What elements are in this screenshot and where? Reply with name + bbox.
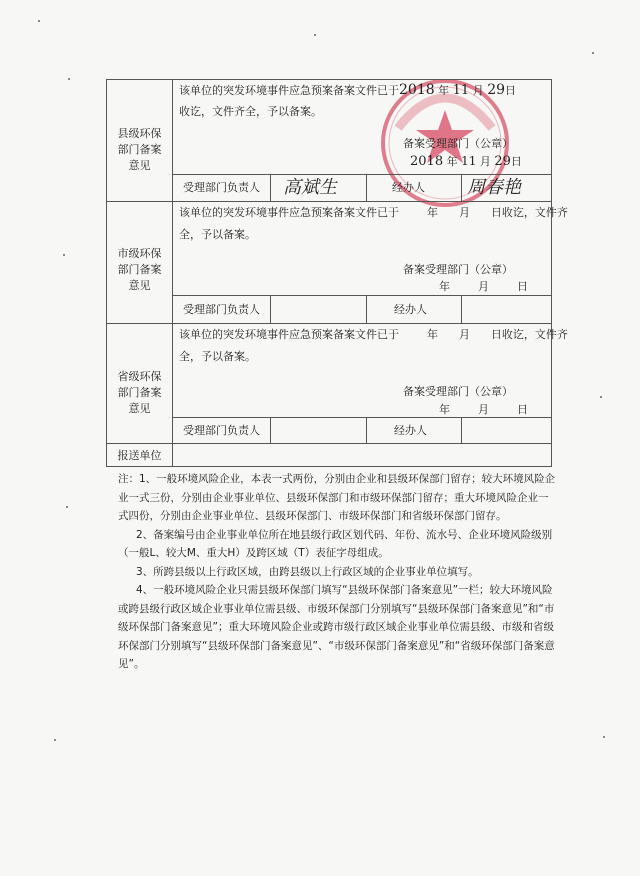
city-body-line1: 该单位的突发环境事件应急预案备案文件已于 年 月 日收讫，文件齐 (179, 206, 568, 219)
column-divider (461, 417, 462, 443)
row-divider (107, 443, 551, 444)
column-divider (270, 295, 271, 323)
city-section-label: 市级环保部门备案意见 (117, 247, 162, 292)
city-handler-label: 经办人 (394, 303, 427, 316)
scan-speck (600, 396, 602, 398)
note-4: 4、一般环境风险企业只需县级环保部门填写“县级环保部门备案意见”一栏；较大环境风险或跨县级行政区域企业事业单位需县级、市级环保部门分别填写“县级环保部门备案意见”和“市级环保部门备案意见”；重大环境风险企业或跨市级行政区域企业事业单位需县级、市级和省级环保部门分别填写“县级环保部门备案意见”、“市级环保部门备案意见”和“省级环保部门备案意见”。 (118, 584, 555, 670)
county-head-signature: 高斌生 (283, 177, 337, 198)
province-office-line: 备案受理部门（公章） (403, 385, 513, 398)
notes-section (118, 470, 558, 674)
filing-opinion-table (106, 79, 568, 467)
note-1: 注：1、一般环境风险企业，本表一式两份，分别由企业和县级环保部门留存；较大环境风险企业一式三份，分别由企业事业单位、县级环保部门和市级环保部门留存；重大环境风险企业一式四份，分别由企业事业单位、县级环保部门、市级环保部门和省级环保部门留存。 (118, 473, 556, 522)
county-body-line1: 该单位的突发环境事件应急预案备案文件已于2018 年 11 月 29日 (179, 82, 517, 98)
county-office-line: 备案受理部门（公章） (403, 137, 513, 150)
scan-speck (68, 78, 70, 80)
column-divider (366, 295, 367, 323)
scan-speck (54, 739, 56, 741)
county-section-label: 县级环保部门备案意见 (117, 127, 162, 172)
county-head-label: 受理部门负责人 (183, 181, 260, 194)
column-divider (461, 295, 462, 323)
scan-speck (592, 52, 594, 54)
province-date-line: 年 月 日 (439, 403, 528, 416)
county-handler-signature: 周春艳 (467, 177, 521, 198)
city-head-label: 受理部门负责人 (183, 303, 260, 316)
column-divider (270, 174, 271, 201)
row-divider (107, 201, 551, 202)
column-divider (366, 417, 367, 443)
note-2: 2、备案编号由企业事业单位所在地县级行政区划代码、年份、流水号、企业环境风险级别（一般L、较大M、重大H）及跨区域（T）表征字母组成。 (118, 528, 553, 559)
county-date-line: 2018 年 11 月 29日 (410, 154, 522, 169)
scan-speck (66, 506, 68, 508)
scan-speck (603, 736, 605, 738)
province-head-label: 受理部门负责人 (183, 424, 260, 437)
city-body-line2: 全，予以备案。 (179, 228, 256, 241)
row-divider (107, 323, 551, 324)
city-office-line: 备案受理部门（公章） (403, 263, 513, 276)
scan-speck (63, 254, 65, 256)
province-body-line1: 该单位的突发环境事件应急预案备案文件已于 年 月 日收讫，文件齐 (179, 328, 568, 341)
note-3: 3、所跨县级以上行政区域，由跨县级以上行政区域的企业事业单位填写。 (136, 565, 479, 578)
province-section-label: 省级环保部门备案意见 (117, 370, 162, 415)
province-handler-label: 经办人 (394, 424, 427, 437)
scan-speck (314, 34, 316, 36)
county-handler-label: 经办人 (392, 181, 425, 194)
county-body-line2: 收讫，文件齐全，予以备案。 (179, 105, 322, 118)
column-divider (172, 80, 173, 466)
city-date-line: 年 月 日 (439, 280, 528, 293)
scan-speck (38, 20, 40, 22)
column-divider (461, 174, 462, 201)
submit-unit-label: 报送单位 (117, 449, 162, 462)
column-divider (366, 174, 367, 201)
province-body-line2: 全，予以备案。 (179, 350, 256, 363)
column-divider (270, 417, 271, 443)
